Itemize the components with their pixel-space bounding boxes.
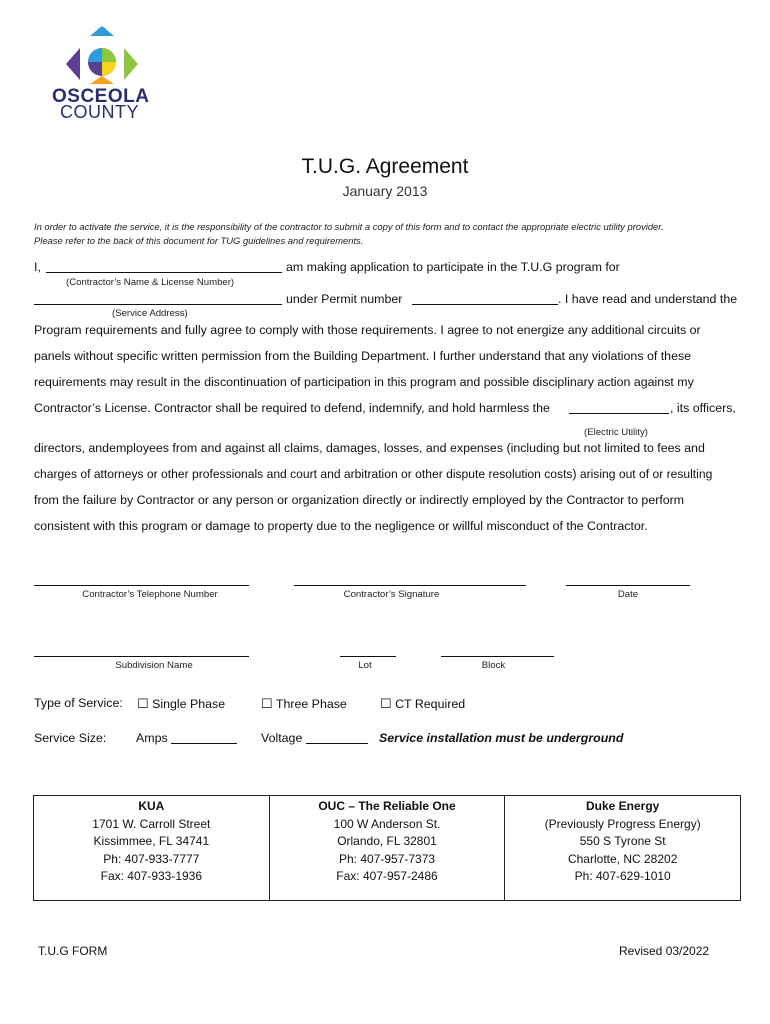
checkbox-icon[interactable]: ☐ (380, 696, 392, 711)
utility-ouc (270, 796, 506, 900)
checkbox-icon[interactable]: ☐ (137, 696, 149, 711)
para-line-5: charges of attorneys or other professionals and court and arbitration or other dispute resolution costs) arising out of or resulting (34, 467, 713, 481)
utility-line: 1701 W. Carroll Street (92, 816, 211, 831)
utility-name: KUA (138, 799, 165, 813)
amps-field[interactable] (171, 743, 237, 744)
utility-name: Duke Energy (586, 799, 660, 813)
signature-field[interactable] (294, 585, 526, 586)
lot-label: Lot (358, 660, 372, 671)
three-phase-option[interactable] (261, 696, 347, 712)
intro-text (34, 220, 744, 248)
utility-line: 550 S Tyrone St (579, 834, 666, 848)
utility-line: Ph: 407-957-7373 (338, 851, 436, 866)
lot-field[interactable] (340, 656, 396, 657)
utility-kua (34, 796, 270, 900)
page-subtitle: January 2013 (342, 183, 428, 199)
osceola-county-logo (52, 26, 152, 121)
utility-line: Ph: 407-629-1010 (574, 869, 671, 883)
service-size-label: Service Size: (34, 731, 107, 745)
signature-label: Contractor’s Signature (343, 589, 440, 600)
underground-note: Service installation must be underground (379, 731, 624, 745)
license-line: Contractor’s License. Contractor shall be required to defend, indemnify, and hold harmless the (34, 401, 550, 415)
utility-line: 100 W Anderson St. (333, 816, 441, 831)
telephone-label: Contractor’s Telephone Number (82, 589, 218, 600)
date-field[interactable] (566, 585, 690, 586)
date-label: Date (617, 589, 639, 600)
subdivision-field[interactable] (34, 656, 249, 657)
block-label: Block (481, 660, 506, 671)
footer-revised: Revised 03/2022 (619, 944, 710, 958)
utility-line: Charlotte, NC 28202 (567, 851, 678, 866)
electric-utility-label: (Electric Utility) (584, 427, 648, 438)
para-line-3: requirements may result in the discontinuation of participation in this program and possible disciplinary action against my (34, 375, 694, 389)
amps-label: Amps (136, 731, 168, 745)
logo-line-1: OSCEOLA (52, 86, 150, 107)
ct-required-label: CT Required (395, 697, 466, 711)
i-prefix: I, (34, 260, 41, 274)
intro-line-1: In order to activate the service, it is the responsibility of the contractor to submit a copy of this form and to contact the appropriate electric utility provider. (34, 221, 664, 232)
voltage-label: Voltage (261, 731, 303, 745)
contractor-name-field[interactable] (46, 272, 282, 273)
para-line-4: directors, andemployees from and against all claims, damages, losses, and expenses (including but not limited to fees and (34, 441, 705, 455)
electric-utility-field[interactable] (569, 413, 669, 414)
utility-line: Fax: 407-933-1936 (100, 869, 203, 883)
para-line-1: Program requirements and fully agree to comply with those requirements. I agree to not energize any additional circuits or (34, 323, 701, 337)
para-line-2: panels without specific written permission from the Building Department. I further understand that any violations of these (34, 349, 692, 363)
ct-required-option[interactable] (380, 696, 465, 712)
single-phase-label: Single Phase (152, 697, 226, 711)
utility-line: (Previously Progress Energy) (544, 816, 701, 831)
utility-line: Ph: 407-933-7777 (103, 851, 200, 866)
officers-text: , its officers, (670, 401, 736, 415)
checkbox-icon[interactable]: ☐ (261, 696, 273, 711)
voltage-field[interactable] (306, 743, 368, 744)
page-title: T.U.G. Agreement (301, 155, 469, 178)
logo-mark-icon (52, 26, 152, 86)
utility-name: OUC – The Reliable One (318, 799, 456, 813)
intro-line-2: Please refer to the back of this document for TUG guidelines and requirements. (34, 235, 364, 246)
read-text: . I have read and understand the (558, 292, 738, 306)
utility-line: Orlando, FL 32801 (337, 834, 437, 848)
utility-line: Kissimmee, FL 34741 (93, 834, 210, 848)
para-line-6: from the failure by Contractor or any person or organization directly or indirectly employed by the Contractor to perform (34, 493, 685, 507)
contractor-name-label: (Contractor’s Name & License Number) (66, 277, 235, 288)
service-address-label: (Service Address) (112, 308, 188, 319)
utility-line: Fax: 407-957-2486 (336, 869, 438, 883)
type-of-service-label: Type of Service: (34, 696, 123, 710)
three-phase-label: Three Phase (275, 697, 347, 711)
footer-form-name: T.U.G FORM (38, 944, 108, 958)
permit-number-field[interactable] (412, 304, 558, 305)
service-address-field[interactable] (34, 304, 282, 305)
utility-duke (505, 796, 740, 900)
telephone-field[interactable] (34, 585, 249, 586)
subdivision-label: Subdivision Name (115, 660, 193, 671)
para-line-7: consistent with this program or damage to property due to the negligence or willful misconduct of the Contractor. (34, 519, 648, 533)
block-field[interactable] (441, 656, 554, 657)
application-text: am making application to participate in the T.U.G program for (286, 260, 620, 274)
permit-text: under Permit number (286, 292, 403, 306)
logo-line-2: COUNTY (60, 102, 139, 122)
utility-providers-table (33, 795, 741, 901)
single-phase-option[interactable] (137, 696, 225, 712)
